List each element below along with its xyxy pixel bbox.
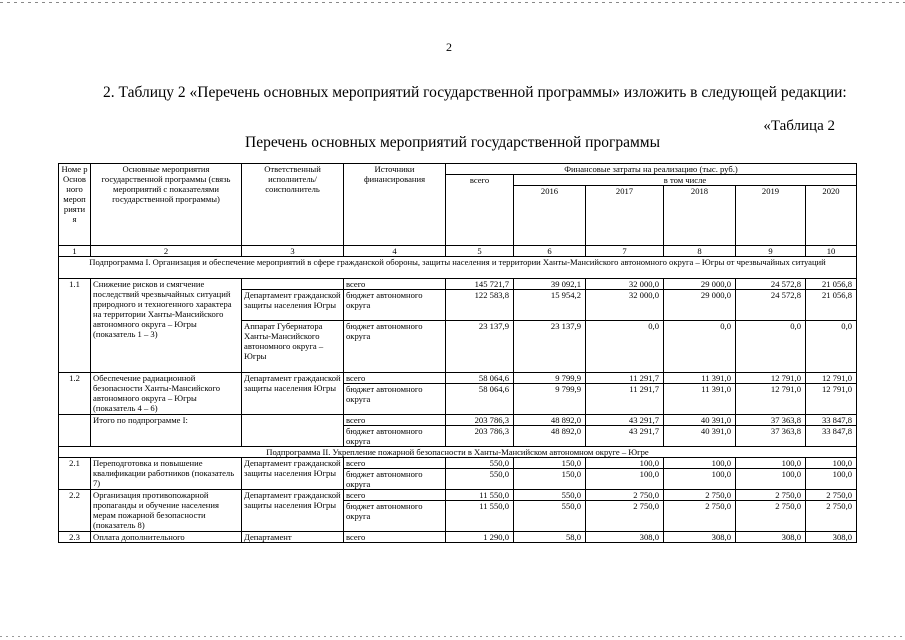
hdr-num: Номе р Основ ного мероп рияти я bbox=[59, 164, 91, 246]
resp-cell bbox=[242, 415, 344, 447]
value-cell: 11 291,7 bbox=[586, 384, 664, 415]
colnum: 9 bbox=[736, 246, 806, 257]
value-cell: 40 391,0 bbox=[664, 426, 736, 447]
value-cell: 550,0 bbox=[446, 458, 514, 469]
value-cell: 100,0 bbox=[806, 458, 857, 469]
source-cell: всего bbox=[344, 458, 446, 469]
value-cell: 12 791,0 bbox=[736, 384, 806, 415]
colnum: 4 bbox=[344, 246, 446, 257]
event-name: Переподготовка и повышение квалификации работников (показатель 7) bbox=[91, 458, 242, 490]
value-cell: 0,0 bbox=[664, 321, 736, 373]
value-cell: 12 791,0 bbox=[806, 373, 857, 384]
value-cell: 15 954,2 bbox=[514, 290, 586, 321]
value-cell: 12 791,0 bbox=[736, 373, 806, 384]
value-cell: 100,0 bbox=[664, 469, 736, 490]
value-cell: 58 064,6 bbox=[446, 384, 514, 415]
colnum: 7 bbox=[586, 246, 664, 257]
row-num: 2.1 bbox=[59, 458, 91, 490]
value-cell: 0,0 bbox=[736, 321, 806, 373]
value-cell: 11 391,0 bbox=[664, 373, 736, 384]
value-cell: 24 572,8 bbox=[736, 290, 806, 321]
value-cell: 100,0 bbox=[586, 458, 664, 469]
source-cell: бюджет автономного округа bbox=[344, 501, 446, 532]
table-row bbox=[59, 279, 857, 290]
value-cell: 23 137,9 bbox=[446, 321, 514, 373]
source-cell: бюджет автономного округа bbox=[344, 290, 446, 321]
hdr-total: всего bbox=[446, 175, 514, 246]
value-cell: 40 391,0 bbox=[664, 415, 736, 426]
value-cell: 33 847,8 bbox=[806, 426, 857, 447]
source-cell: всего bbox=[344, 532, 446, 543]
colnum: 2 bbox=[91, 246, 242, 257]
value-cell: 2 750,0 bbox=[586, 490, 664, 501]
value-cell: 2 750,0 bbox=[664, 490, 736, 501]
value-cell: 145 721,7 bbox=[446, 279, 514, 290]
source-cell: всего bbox=[344, 490, 446, 501]
table-row bbox=[59, 532, 857, 543]
value-cell: 2 750,0 bbox=[806, 501, 857, 532]
value-cell: 308,0 bbox=[806, 532, 857, 543]
page-number: 2 bbox=[446, 40, 452, 54]
row-num: 2.3 bbox=[59, 532, 91, 543]
value-cell: 100,0 bbox=[736, 469, 806, 490]
value-cell: 11 391,0 bbox=[664, 384, 736, 415]
value-cell: 150,0 bbox=[514, 469, 586, 490]
value-cell: 32 000,0 bbox=[586, 290, 664, 321]
value-cell: 2 750,0 bbox=[806, 490, 857, 501]
value-cell: 43 291,7 bbox=[586, 415, 664, 426]
source-cell: бюджет автономного округа bbox=[344, 469, 446, 490]
source-cell: бюджет автономного округа bbox=[344, 426, 446, 447]
resp-cell: Департамент гражданской защиты населения Югры bbox=[242, 290, 344, 321]
value-cell: 550,0 bbox=[514, 490, 586, 501]
resp-cell: Аппарат Губернатора Ханты-Мансийского автономного округа – Югры bbox=[242, 321, 344, 373]
value-cell: 2 750,0 bbox=[586, 501, 664, 532]
value-cell: 308,0 bbox=[586, 532, 664, 543]
value-cell: 33 847,8 bbox=[806, 415, 857, 426]
hdr-year: 2016 bbox=[514, 186, 586, 246]
colnum: 1 bbox=[59, 246, 91, 257]
value-cell: 24 572,8 bbox=[736, 279, 806, 290]
value-cell: 150,0 bbox=[514, 458, 586, 469]
subprogram-1-heading: Подпрограмма I. Организация и обеспечение мероприятий в сфере гражданской обороны, защиты населения и территории Ханты-Мансийского автономного округа – Югры от чрезвычайных ситуаций bbox=[59, 257, 857, 279]
source-cell: всего bbox=[344, 415, 446, 426]
value-cell: 9 799,9 bbox=[514, 373, 586, 384]
value-cell: 100,0 bbox=[586, 469, 664, 490]
colnum: 6 bbox=[514, 246, 586, 257]
value-cell: 12 791,0 bbox=[806, 384, 857, 415]
value-cell: 32 000,0 bbox=[586, 279, 664, 290]
colnum: 3 bbox=[242, 246, 344, 257]
table-title: Перечень основных мероприятий государственной программы bbox=[245, 134, 660, 151]
source-cell: всего bbox=[344, 373, 446, 384]
value-cell: 2 750,0 bbox=[736, 501, 806, 532]
hdr-source: Источники финансирования bbox=[344, 164, 446, 246]
row-num: 1.2 bbox=[59, 373, 91, 415]
value-cell: 11 291,7 bbox=[586, 373, 664, 384]
value-cell: 100,0 bbox=[736, 458, 806, 469]
value-cell: 21 056,8 bbox=[806, 290, 857, 321]
value-cell: 2 750,0 bbox=[736, 490, 806, 501]
value-cell: 203 786,3 bbox=[446, 415, 514, 426]
table-row bbox=[59, 458, 857, 469]
value-cell: 122 583,8 bbox=[446, 290, 514, 321]
value-cell: 48 892,0 bbox=[514, 415, 586, 426]
resp-cell: Департамент гражданской защиты населения Югры bbox=[242, 490, 344, 532]
scan-edge-bottom bbox=[0, 636, 905, 637]
value-cell: 308,0 bbox=[736, 532, 806, 543]
value-cell: 21 056,8 bbox=[806, 279, 857, 290]
value-cell: 308,0 bbox=[664, 532, 736, 543]
value-cell: 48 892,0 bbox=[514, 426, 586, 447]
value-cell: 1 290,0 bbox=[446, 532, 514, 543]
hdr-year: 2020 bbox=[806, 186, 857, 246]
event-name: Организация противопожарной пропаганды и обучение населения мерам пожарной безопасности (показатель 8) bbox=[91, 490, 242, 532]
program-table bbox=[58, 163, 857, 543]
value-cell: 23 137,9 bbox=[514, 321, 586, 373]
resp-cell: Департамент bbox=[242, 532, 344, 543]
value-cell: 58,0 bbox=[514, 532, 586, 543]
value-cell: 203 786,3 bbox=[446, 426, 514, 447]
row-num: 2.2 bbox=[59, 490, 91, 532]
hdr-year: 2018 bbox=[664, 186, 736, 246]
value-cell: 37 363,8 bbox=[736, 415, 806, 426]
row-num bbox=[59, 415, 91, 447]
scan-edge-top bbox=[0, 2, 905, 3]
value-cell: 29 000,0 bbox=[664, 290, 736, 321]
subtotal-label: Итого по подпрограмме I: bbox=[91, 415, 242, 447]
hdr-resp: Ответственный исполнитель/соисполнитель bbox=[242, 164, 344, 246]
row-num: 1.1 bbox=[59, 279, 91, 373]
event-name: Обеспечение радиационной безопасности Ханты-Мансийского автономного округа – Югры (показатель 4 – 6) bbox=[91, 373, 242, 415]
value-cell: 550,0 bbox=[446, 469, 514, 490]
event-name: Оплата дополнительного bbox=[91, 532, 242, 543]
colnum: 5 bbox=[446, 246, 514, 257]
value-cell: 100,0 bbox=[806, 469, 857, 490]
value-cell: 11 550,0 bbox=[446, 490, 514, 501]
table-row bbox=[59, 373, 857, 384]
hdr-finance: Финансовые затраты на реализацию (тыс. руб.) bbox=[446, 164, 857, 175]
value-cell: 58 064,6 bbox=[446, 373, 514, 384]
hdr-events: Основные мероприятия государственной программы (связь мероприятий с показателями государственной программы) bbox=[91, 164, 242, 246]
table-reference: «Таблица 2 bbox=[763, 118, 835, 134]
value-cell: 100,0 bbox=[664, 458, 736, 469]
colnum: 10 bbox=[806, 246, 857, 257]
hdr-incl: в том числе bbox=[514, 175, 857, 186]
table-row bbox=[59, 490, 857, 501]
table-row bbox=[59, 415, 857, 426]
value-cell: 2 750,0 bbox=[664, 501, 736, 532]
hdr-year: 2019 bbox=[736, 186, 806, 246]
value-cell: 29 000,0 bbox=[664, 279, 736, 290]
value-cell: 0,0 bbox=[586, 321, 664, 373]
value-cell: 37 363,8 bbox=[736, 426, 806, 447]
resp-cell bbox=[242, 279, 344, 290]
source-cell: бюджет автономного округа bbox=[344, 384, 446, 415]
value-cell: 550,0 bbox=[514, 501, 586, 532]
colnum: 8 bbox=[664, 246, 736, 257]
source-cell: всего bbox=[344, 279, 446, 290]
column-number-row bbox=[59, 246, 857, 257]
value-cell: 9 799,9 bbox=[514, 384, 586, 415]
subprogram-2-heading: Подпрограмма II. Укрепление пожарной безопасности в Ханты-Мансийском автономном округе – Югре bbox=[59, 447, 857, 458]
hdr-year: 2017 bbox=[586, 186, 664, 246]
resp-cell: Департамент гражданской защиты населения Югры bbox=[242, 373, 344, 415]
source-cell: бюджет автономного округа bbox=[344, 321, 446, 373]
value-cell: 43 291,7 bbox=[586, 426, 664, 447]
event-name: Снижение рисков и смягчение последствий чрезвычайных ситуаций природного и техногенного характера на территории Ханты-Мансийского автономного округа – Югры (показатель 1 – 3) bbox=[91, 279, 242, 373]
intro-text: 2. Таблицу 2 «Перечень основных мероприятий государственной программы» изложить в следующей редакции: bbox=[103, 84, 847, 101]
value-cell: 11 550,0 bbox=[446, 501, 514, 532]
value-cell: 39 092,1 bbox=[514, 279, 586, 290]
resp-cell: Департамент гражданской защиты населения Югры bbox=[242, 458, 344, 490]
value-cell: 0,0 bbox=[806, 321, 857, 373]
